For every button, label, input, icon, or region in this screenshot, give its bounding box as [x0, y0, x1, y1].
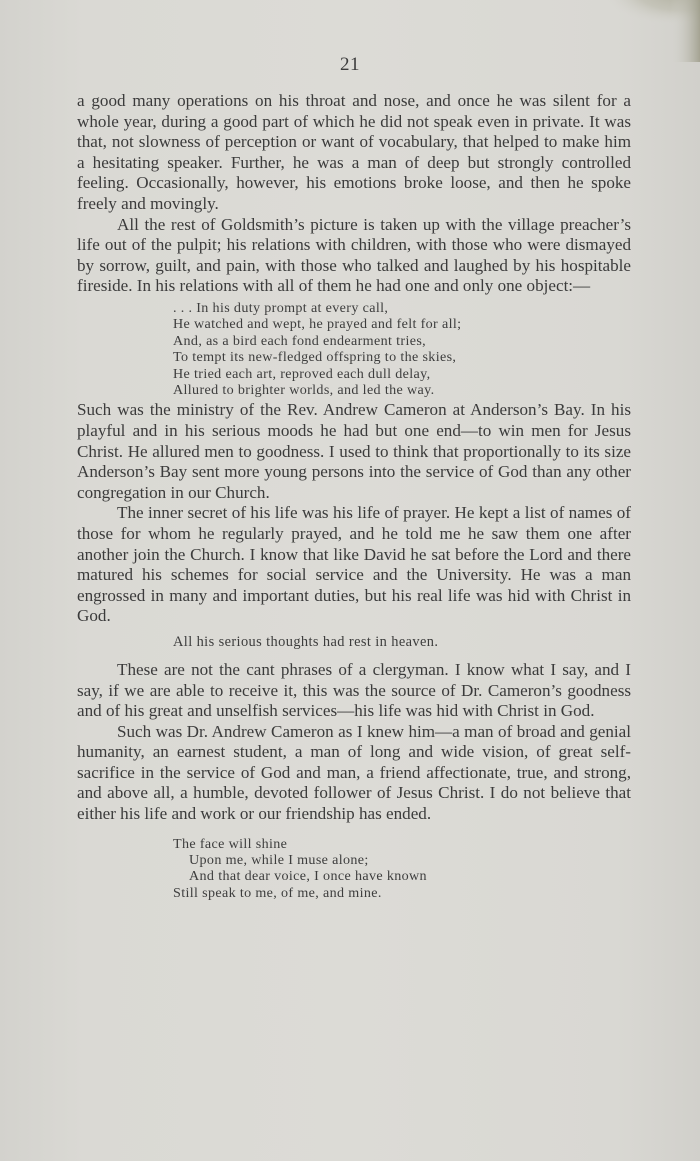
- paragraph: The inner secret of his life was his life of prayer. He kept a list of names of those for whom he regularly prayed, and he told me he saw them one after another join the Church. I know that like David he sat before the Lord and there matured his schemes for social service and the University. He was a man engrossed in many and important duties, but his real life was hid with Christ in God.: [77, 503, 631, 626]
- poem-quotation: [173, 836, 631, 902]
- poem-line: The face will shine: [173, 835, 288, 852]
- paragraph: a good many operations on his throat and nose, and once he was silent for a whole year, during a good part of which he did not speak even in private. It was that, not slowness of perception or want of vocabulary, that helped to make him a hesitating speaker. Further, he was a man of deep but strongly controlled feeling. Occasionally, however, his emotions broke loose, and then he spoke freely and movingly.: [77, 91, 631, 213]
- poem-line: Still speak to me, of me, and mine.: [173, 884, 382, 901]
- poem-line: And, as a bird each fond endearment tries,: [173, 332, 427, 349]
- poem-line: To tempt its new-fledged offspring to the skies,: [173, 349, 457, 366]
- poem-quotation: [173, 300, 631, 398]
- paragraph: Such was Dr. Andrew Cameron as I knew him—a man of broad and genial humanity, an earnest student, a man of long and wide vision, of great self-sacrifice in the service of God and man, a friend affectionate, true, and strong, and above all, a humble, devoted follower of Jesus Christ. I do not believe that either his life and work or our friendship has ended.: [77, 721, 631, 824]
- page-number: 21: [340, 54, 360, 75]
- poem-line: . . . In his duty prompt at every call,: [173, 299, 389, 316]
- poem-line: Allured to brighter worlds, and led the way.: [173, 381, 435, 398]
- paragraph: All the rest of Goldsmith’s picture is taken up with the village preacher’s life out of the pulpit; his relations with children, with those who were dismayed by sorrow, guilt, and pain, with those who talked and laughed by his hospitable fireside. In his relations with all of them he had one and only one object:—: [77, 214, 631, 296]
- poem-line: Upon me, while I muse alone;: [189, 852, 369, 869]
- paragraph: These are not the cant phrases of a clergyman. I know what I say, and I say, if we are able to receive it, this was the source of Dr. Cameron’s goodness and of his great and unselfish services—his life was hid with Christ in God.: [77, 659, 631, 721]
- poem-line: He tried each art, reproved each dull delay,: [173, 365, 431, 382]
- body-text: [77, 91, 631, 901]
- poem-line: He watched and wept, he prayed and felt for all;: [173, 316, 462, 333]
- paragraph: Such was the ministry of the Rev. Andrew Cameron at Anderson’s Bay. In his playful and in his serious moods he had but one end—to win men for Jesus Christ. He allured men to goodness. I used to think that proportionally to its size Anderson’s Bay sent more young persons into the service of God than any other congregation in our Church.: [77, 400, 631, 502]
- quotation-line: All his serious thoughts had rest in heaven.: [173, 633, 439, 650]
- poem-line: And that dear voice, I once have known: [189, 868, 427, 885]
